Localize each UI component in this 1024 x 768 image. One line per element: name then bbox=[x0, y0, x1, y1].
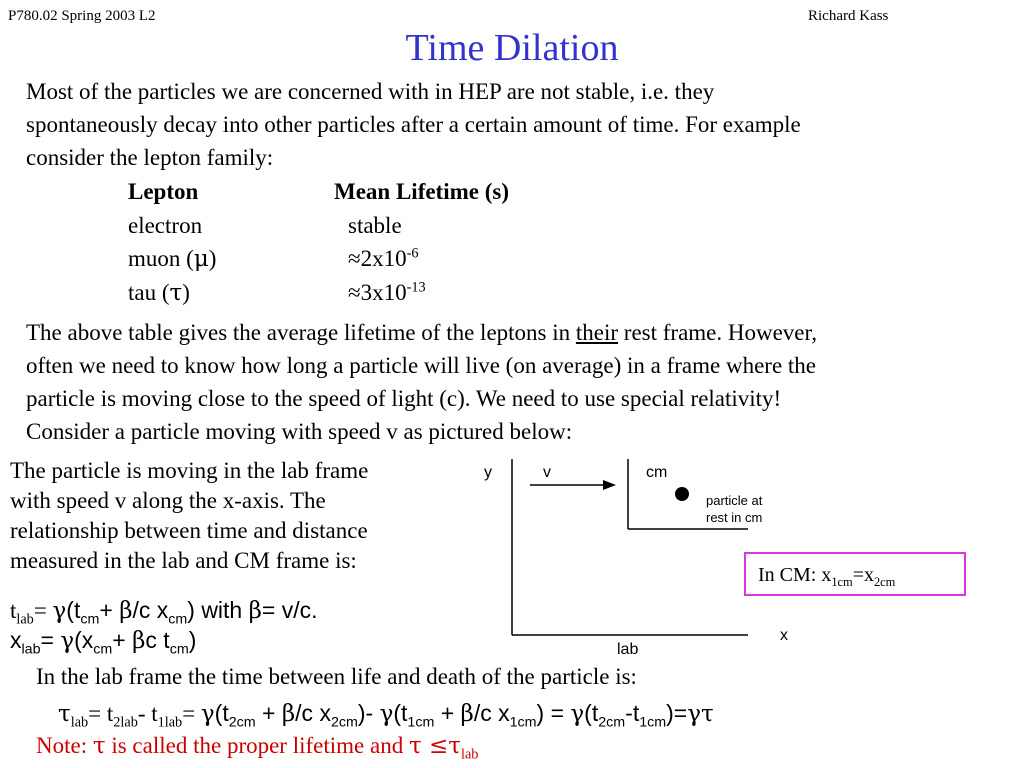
table-header bbox=[128, 179, 588, 211]
relation-line-2: with speed v along the x-axis. The bbox=[10, 488, 326, 513]
cm-label: cm bbox=[646, 464, 668, 481]
v-label: v bbox=[543, 464, 551, 481]
lifetime-muon: $\approx 2x10^{-6}$ bbox=[348, 245, 419, 271]
relation-line-4: measured in the lab and CM frame is: bbox=[10, 548, 357, 573]
time-transform-equation: $t_{lab}= \gamma(t_{cm}+ \beta/c$ $x_{cm}$) with β= v/c. bbox=[10, 597, 318, 628]
table-row bbox=[128, 280, 588, 312]
intro-line-1: Most of the particles we are concerned with in HEP are not stable, i.e. they bbox=[26, 79, 715, 104]
tau-symbol: τ bbox=[169, 280, 183, 306]
proper-lifetime-note: Note: τ is called the proper lifetime and $\tau \le\tau_{lab}$ bbox=[36, 733, 479, 763]
cm-equality-box: In CM: $x_{1cm}=x_{2cm}$ bbox=[744, 552, 966, 596]
body-line-3: particle is moving close to the speed of light (c). We need to use special relativity! bbox=[26, 386, 782, 411]
space-transform-equation: $x_{lab}= \gamma(x_{cm}+ \beta c$ $t_{cm}$) bbox=[10, 627, 197, 658]
body-line-4: Consider a particle moving with speed v as pictured below: bbox=[26, 419, 573, 444]
relation-line-3: relationship between time and distance bbox=[10, 518, 368, 543]
lifetime-header: Mean Lifetime (s) bbox=[334, 179, 509, 204]
y-axis-label: y bbox=[484, 464, 492, 481]
particle-label: particle at rest in cm bbox=[706, 493, 763, 525]
lepton-muon: muon (μ) bbox=[128, 246, 217, 272]
relation-paragraph bbox=[10, 456, 470, 576]
velocity-arrow-head bbox=[603, 480, 616, 490]
body-paragraph bbox=[26, 316, 1016, 448]
intro-line-2: spontaneously decay into other particles after a certain amount of time. For example bbox=[26, 112, 801, 137]
x-axis-label: x bbox=[780, 627, 788, 644]
lepton-header: Lepton bbox=[128, 179, 199, 204]
course-label: P780.02 Spring 2003 L2 bbox=[8, 8, 156, 24]
lifetime-tau: $\approx 3x10^{-13}$ bbox=[348, 279, 426, 305]
table-row bbox=[128, 213, 588, 245]
author-label: Richard Kass bbox=[808, 8, 889, 24]
relation-line-1: The particle is moving in the lab frame bbox=[10, 458, 369, 483]
particle-dot bbox=[675, 487, 689, 501]
lepton-tau: tau (τ) bbox=[128, 280, 190, 306]
table-row bbox=[128, 246, 588, 278]
lepton-electron: electron bbox=[128, 213, 203, 238]
intro-line-3: consider the lepton family: bbox=[26, 145, 274, 170]
lifetime-electron: stable bbox=[348, 213, 402, 238]
body-line-1: The above table gives the average lifetime of the leptons in their rest frame. However, bbox=[26, 320, 818, 345]
lab-label: lab bbox=[617, 641, 639, 658]
lab-frame-sentence: In the lab frame the time between life and death of the particle is: bbox=[36, 664, 637, 689]
page-title: Time Dilation bbox=[405, 27, 619, 69]
body-line-2: often we need to know how long a particle will live (on average) in a frame where the bbox=[26, 353, 816, 378]
proper-time-equation: $\tau_{lab}= t_{2lab}-$ $t_{1lab}= \gamma(t_{2cm} + \beta/c$ $x_{2cm})-$ $\gamma(t_{1cm} + \beta/c$ $x_{1cm}) = \gamma(t_{2cm}-t_{1cm})=\gamma\tau$ bbox=[58, 700, 714, 731]
mu-symbol: μ bbox=[193, 246, 209, 272]
intro-paragraph bbox=[26, 75, 1016, 174]
